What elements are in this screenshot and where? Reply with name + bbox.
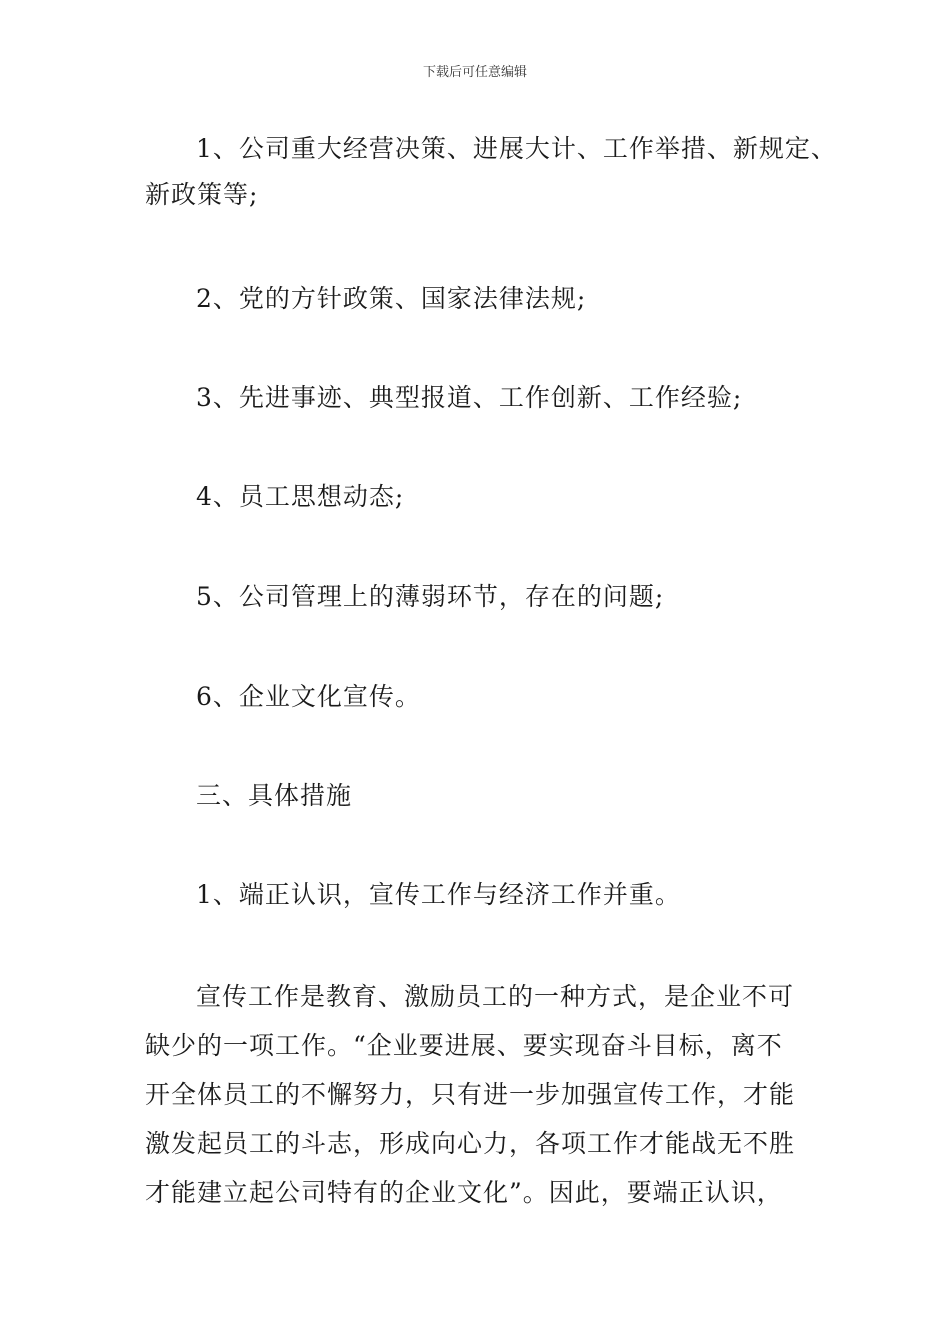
list-item-1 [145, 126, 835, 218]
section-heading [145, 773, 835, 819]
page-header: 下载后可任意编辑 [422, 65, 527, 80]
text-line: 6、企业文化宣传。 [196, 682, 421, 711]
list-item-4 [145, 474, 835, 520]
text-line: 缺少的一项工作。“企业要进展、要实现奋斗目标，离不 [145, 1031, 783, 1060]
measure-item-1 [145, 872, 835, 918]
text-line: 开全体员工的不懈努力，只有进一步加强宣传工作，才能 [145, 1080, 796, 1109]
heading-text: 三、具体措施 [196, 781, 353, 810]
list-item-5 [145, 574, 835, 620]
text-line: 4、员工思想动态; [196, 482, 405, 511]
text-line: 2、党的方针政策、国家法律法规; [196, 284, 587, 313]
text-line: 3、先进事迹、典型报道、工作创新、工作经验; [196, 383, 743, 412]
list-item-2 [145, 276, 835, 322]
text-line: 宣传工作是教育、激励员工的一种方式，是企业不可 [196, 982, 795, 1011]
text-line: 新政策等; [145, 180, 259, 209]
text-line: 才能建立起公司特有的企业文化”。因此，要端正认识， [145, 1178, 783, 1207]
text-line: 1、端正认识，宣传工作与经济工作并重。 [196, 880, 681, 909]
list-item-3 [145, 375, 835, 421]
text-line: 激发起员工的斗志，形成向心力，各项工作才能战无不胜 [145, 1129, 796, 1158]
body-paragraph [145, 972, 835, 1217]
text-line: 5、公司管理上的薄弱环节，存在的问题; [196, 582, 665, 611]
text-line: 1、公司重大经营决策、进展大计、工作举措、新规定、 [196, 134, 837, 163]
list-item-6 [145, 674, 835, 720]
